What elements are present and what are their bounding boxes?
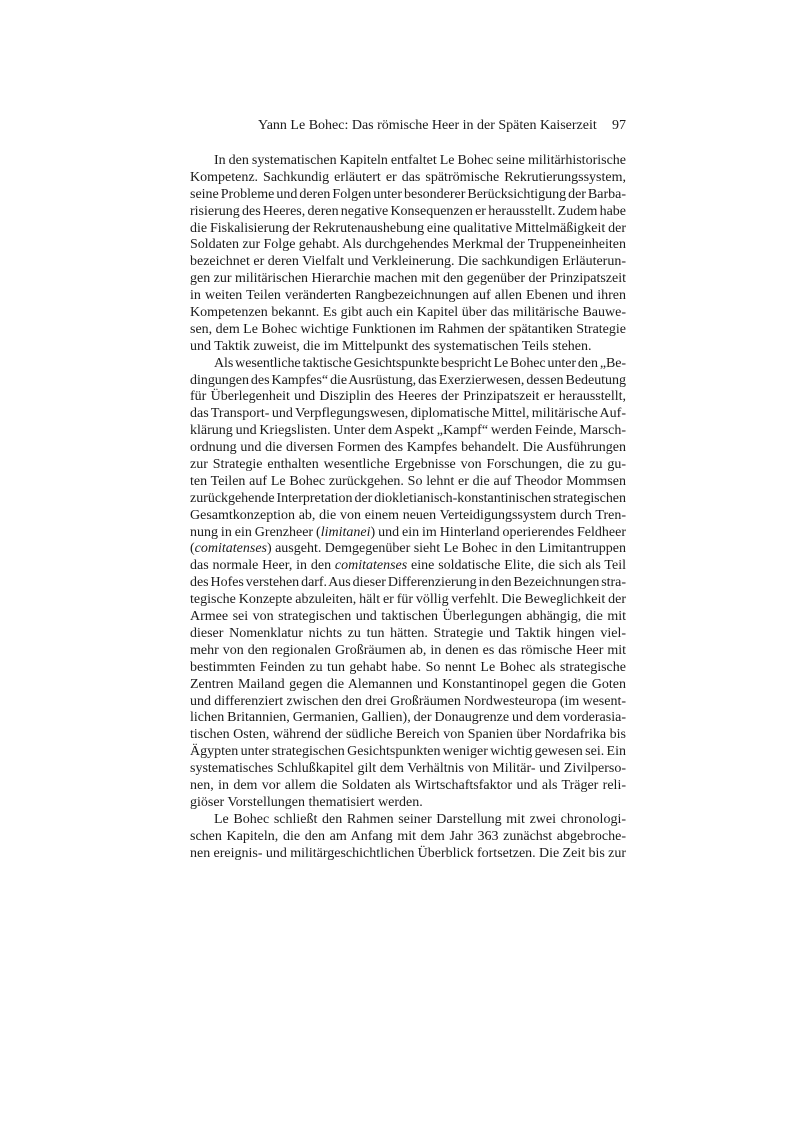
running-title: Yann Le Bohec: Das römische Heer in der Späten Kaiserzeit bbox=[258, 118, 597, 133]
text-line-content: zurückgehende Interpretation der diokletianisch-konstantinischen strategischen bbox=[190, 490, 626, 506]
text-line-content: systematisches Schlußkapitel gilt dem Verhältnis von Militär- und Zivilperso- bbox=[190, 761, 626, 777]
text-line-content: und differenziert zwischen den drei Großräumen Nordwesteuropa (im wesent- bbox=[190, 693, 626, 709]
text-line bbox=[190, 254, 626, 271]
text-line-content: Kompetenzen bekannt. Es gibt auch ein Kapitel über das militärische Bauwe- bbox=[190, 305, 626, 321]
text-line-content: des Hofes verstehen darf. Aus dieser Differenzierung in den Bezeichnungen stra- bbox=[190, 575, 626, 591]
text-line bbox=[190, 677, 626, 694]
text-line-content: Soldaten zur Folge gehabt. Als durchgehendes Merkmal der Truppeneinheiten bbox=[190, 237, 626, 253]
text-line-content: Le Bohec schließt den Rahmen seiner Darstellung mit zwei chronologi- bbox=[214, 811, 626, 827]
text-line bbox=[190, 795, 626, 812]
text-line-content: Zentren Mailand gegen die Alemannen und Konstantinopel gegen die Goten bbox=[190, 676, 626, 692]
text-line bbox=[190, 575, 626, 592]
text-line bbox=[190, 457, 626, 474]
text-line bbox=[190, 237, 626, 254]
text-segment: ) und ein im Hinterland operierendes Feldheer bbox=[370, 524, 626, 540]
text-line-content: tischen Osten, während der südliche Bereich von Spanien über Nordafrika bis bbox=[190, 727, 626, 743]
text-line-content: für Überlegenheit und Disziplin des Heeres der Prinzipatszeit er herausstellt, bbox=[190, 389, 626, 405]
italic-term: comitatenses bbox=[194, 541, 267, 557]
page-number: 97 bbox=[612, 118, 626, 133]
text-segment: ( bbox=[190, 541, 195, 557]
text-line bbox=[190, 508, 626, 525]
text-line bbox=[190, 609, 626, 626]
text-line-content: nen, in dem vor allem die Soldaten als Wirtschaftsfaktor und als Träger reli- bbox=[190, 777, 626, 793]
text-line bbox=[190, 626, 626, 643]
text-line-content: lichen Britannien, Germanien, Gallien), der Donaugrenze und dem vorderasia- bbox=[190, 710, 626, 726]
text-line-content bbox=[190, 525, 626, 542]
text-line bbox=[190, 541, 626, 558]
text-line bbox=[190, 204, 626, 221]
text-line-content: in weiten Teilen veränderten Rangbezeichnungen auf allen Ebenen und ihren bbox=[190, 288, 626, 304]
text-line bbox=[190, 153, 626, 170]
body-text bbox=[190, 153, 626, 862]
text-line bbox=[190, 406, 626, 423]
text-segment: nung in ein Grenzheer ( bbox=[190, 524, 321, 540]
text-line bbox=[190, 373, 626, 390]
text-line-content: sen, dem Le Bohec wichtige Funktionen im Rahmen der spätantiken Strategie bbox=[190, 321, 626, 337]
text-line-content: die Fiskalisierung der Rekrutenaushebung eine qualitative Mittelmäßigkeit der bbox=[190, 220, 626, 236]
text-line-content: gen zur militärischen Hierarchie machen mit den gegenüber der Prinzipatszeit bbox=[190, 271, 626, 287]
text-line bbox=[190, 322, 626, 339]
paragraph bbox=[190, 356, 626, 812]
text-line-content: mehr von den regionalen Großräumen ab, in denen es das römische Heer mit bbox=[190, 642, 626, 658]
text-line bbox=[190, 389, 626, 406]
text-segment: das normale Heer, in den bbox=[190, 558, 335, 574]
text-line bbox=[190, 812, 626, 829]
text-line-content: bezeichnet er deren Vielfalt und Verkleinerung. Die sachkundigen Erläuterun- bbox=[190, 254, 626, 270]
text-line-content: dingungen des Kampfes“ die Ausrüstung, das Exerzierwesen, dessen Bedeutung bbox=[190, 372, 626, 388]
text-line bbox=[190, 660, 626, 677]
text-line bbox=[190, 694, 626, 711]
text-line bbox=[190, 288, 626, 305]
text-line-content: zur Strategie enthalten wesentliche Ergebnisse von Forschungen, die zu gu- bbox=[190, 457, 626, 473]
text-line bbox=[190, 592, 626, 609]
text-line bbox=[190, 474, 626, 491]
text-line-content: ten Teilen auf Le Bohec zurückgehen. So lehnt er die auf Theodor Mommsen bbox=[190, 473, 626, 489]
text-line-content: Ägypten unter strategischen Gesichtspunkten weniger wichtig gewesen sei. Ein bbox=[190, 744, 626, 760]
text-line bbox=[190, 305, 626, 322]
text-line-content: giöser Vorstellungen thematisiert werden. bbox=[190, 794, 423, 810]
text-line bbox=[190, 356, 626, 373]
text-line bbox=[190, 727, 626, 744]
text-line-content: Als wesentliche taktische Gesichtspunkte bespricht Le Bohec unter den „Be- bbox=[214, 355, 626, 371]
text-line-content: Gesamtkonzeption ab, die von einem neuen Verteidigungssystem durch Tren- bbox=[190, 507, 626, 523]
text-line-content: nen ereignis- und militärgeschichtlichen Überblick fortsetzen. Die Zeit bis zur bbox=[190, 845, 626, 861]
running-header bbox=[190, 118, 626, 136]
text-line-content bbox=[190, 541, 626, 558]
text-line bbox=[190, 643, 626, 660]
text-line-content: Armee sei von strategischen und taktischen Überlegungen abhängig, die mit bbox=[190, 609, 626, 625]
text-line bbox=[190, 271, 626, 288]
text-line-content: Kompetenz. Sachkundig erläutert er das spätrömische Rekrutierungssystem, bbox=[190, 169, 626, 185]
text-line-content: und Taktik zuweist, die im Mittelpunkt des systematischen Teils stehen. bbox=[190, 338, 592, 354]
text-line bbox=[190, 423, 626, 440]
text-line bbox=[190, 440, 626, 457]
italic-term: comitatenses bbox=[334, 558, 408, 574]
text-line bbox=[190, 744, 626, 761]
text-line bbox=[190, 339, 626, 356]
text-line-content: schen Kapiteln, die den am Anfang mit dem Jahr 363 zunächst abgebroche- bbox=[190, 828, 626, 844]
text-line-content: bestimmten Feinden zu tun gehabt habe. So nennt Le Bohec als strategische bbox=[190, 659, 626, 675]
text-line bbox=[190, 710, 626, 727]
text-line bbox=[190, 187, 626, 204]
text-line-content: risierung des Heeres, deren negative Konsequenzen er herausstellt. Zudem habe bbox=[190, 203, 626, 219]
text-line bbox=[190, 221, 626, 238]
text-line-content: dieser Nomenklatur nichts zu tun hätten. Strategie und Taktik hingen viel- bbox=[190, 625, 626, 641]
text-line bbox=[190, 829, 626, 846]
text-line bbox=[190, 778, 626, 795]
text-line-content: tegische Konzepte abzuleiten, hält er für völlig verfehlt. Die Beweglichkeit der bbox=[190, 592, 626, 608]
text-line-content: In den systematischen Kapiteln entfaltet Le Bohec seine militärhistorische bbox=[214, 153, 626, 168]
text-line bbox=[190, 491, 626, 508]
paragraph bbox=[190, 812, 626, 863]
paragraph bbox=[190, 153, 626, 356]
text-line bbox=[190, 525, 626, 542]
text-line-content: das Transport- und Verpflegungswesen, diplomatische Mittel, militärische Auf- bbox=[190, 406, 626, 422]
text-line bbox=[190, 558, 626, 575]
text-line-content: klärung und Kriegslisten. Unter dem Aspekt „Kampf“ werden Feinde, Marsch- bbox=[190, 423, 626, 439]
text-line bbox=[190, 170, 626, 187]
text-line-content bbox=[190, 558, 626, 575]
italic-term: limitanei bbox=[320, 524, 371, 540]
text-line bbox=[190, 846, 626, 863]
text-line bbox=[190, 761, 626, 778]
text-segment: ) ausgeht. Demgegenüber sieht Le Bohec in den Limitantruppen bbox=[267, 541, 626, 557]
text-segment: eine soldatische Elite, die sich als Teil bbox=[407, 558, 626, 574]
text-line-content: ordnung und die diversen Formen des Kampfes behandelt. Die Ausführungen bbox=[190, 440, 626, 456]
text-line-content: seine Probleme und deren Folgen unter besonderer Berücksichtigung der Barba- bbox=[190, 186, 626, 202]
